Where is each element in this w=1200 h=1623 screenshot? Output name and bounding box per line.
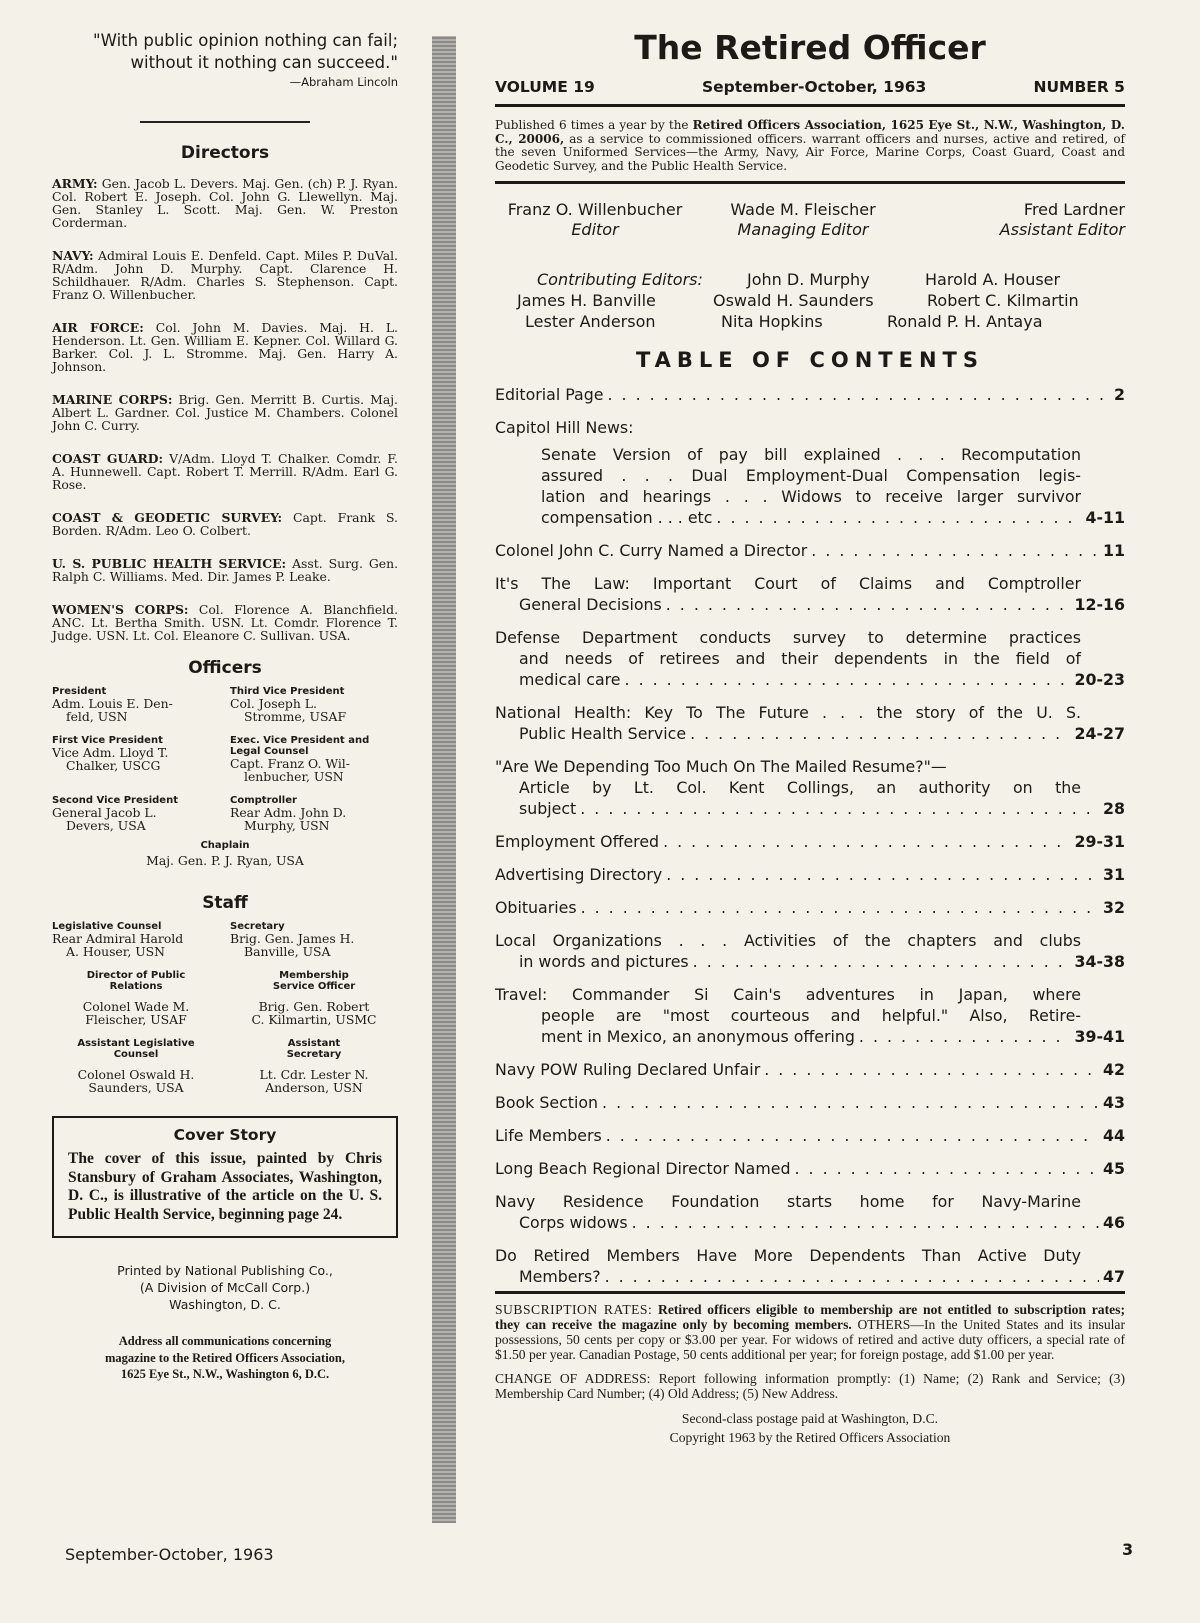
toc-entry-resume [495,756,1125,819]
editor-entry [975,200,1125,240]
page-number: 3 [1122,1540,1134,1559]
officer-name: Vice Adm. Lloyd T. [52,745,169,760]
toc-entry-travel [495,984,1125,1047]
staff-title: Director of Public Relations [86,970,186,992]
toc-page: 12-16 [1074,595,1125,615]
publisher-text: Published 6 times a year by the [495,118,693,132]
staff-name: Rear Admiral Harold [52,931,184,946]
toc-entry-curry [495,540,1125,561]
magazine-title: The Retired Officer [634,28,986,67]
publisher-address: Retired Officers Association, 1625 Eye St., N.W., Washington, D. C., 20006, [495,118,1125,146]
toc-line: Navy Residence Foundation starts home for Navy-Marine [495,1192,1081,1212]
editor-entry [713,200,893,240]
officers-heading: Officers [188,658,262,678]
toc-page: 42 [1103,1060,1125,1080]
editor-name: Fred Lardner [1023,200,1125,220]
toc-line: Members? [519,1267,601,1287]
footer-date: September-October, 1963 [65,1545,274,1564]
contributor-name: Robert C. Kilmartin [927,291,1079,311]
staff-name: Colonel Wade M. [82,999,190,1014]
officers-grid [52,686,398,832]
officer-title: Third Vice President [230,686,345,697]
officer-title: Chaplain [200,840,250,851]
chaplain [52,840,398,867]
directors-womens-corps [52,603,398,642]
officer-entry [230,686,398,723]
toc-page: 32 [1103,898,1125,918]
staff-name-cont: Fleischer, USAF [85,1012,187,1027]
editor-name: Wade M. Fleischer [730,200,876,220]
staff-heading: Staff [202,893,248,913]
service-label: WOMEN'S CORPS: [52,602,189,617]
subscription-note: Retired officers eligible to membership are not entitled to subscription rates; they can receive the magazine only by becoming members. [495,1302,1125,1333]
officer-name: General Jacob L. [52,805,157,820]
toc-page: 2 [1114,385,1125,405]
issue-info [495,78,1125,96]
toc-line: medical care [519,670,621,690]
toc-line: Travel: Commander Si Cain's adventures in Japan, where [495,985,1081,1005]
toc-entry-book [495,1092,1125,1113]
toc-page: 44 [1103,1126,1125,1146]
contributing-label: Contributing Editors: [537,270,703,290]
toc-page: 31 [1103,865,1125,885]
subscription-label: SUBSCRIPTION RATES: [495,1302,653,1318]
officer-name: Maj. Gen. P. J. Ryan, USA [146,853,304,868]
toc-page: 43 [1103,1093,1125,1113]
staff-name: Brig. Gen. James H. [230,931,355,946]
directors-heading: Directors [180,143,270,163]
service-label: MARINE CORPS: [52,392,173,407]
service-label: COAST GUARD: [52,451,164,466]
address-line: Address all communications concerning [118,1334,332,1348]
printer-credit [52,1262,398,1313]
toc-line: General Decisions [519,595,662,615]
directors-army [52,177,398,229]
address-line: 1625 Eye St., N.W., Washington 6, D.C. [120,1367,330,1381]
staff-entry [230,970,398,1026]
staff-name: Lt. Cdr. Lester N. [259,1067,369,1082]
staff-grid [52,921,398,1094]
toc-line: National Health: Key To The Future . . . the story of the U. S. [495,703,1081,723]
postage-line: Second-class postage paid at Washington, D.C. [681,1411,939,1427]
toc-page: 20-23 [1074,670,1125,690]
officer-title: Second Vice President [52,795,178,806]
editors [495,200,1125,270]
service-label: U. S. PUBLIC HEALTH SERVICE: [52,556,287,571]
officer-name-cont: Chalker, USCG [66,758,161,773]
divider [495,181,1125,184]
publisher-note [495,119,1125,173]
director-names: V/Adm. Lloyd T. Chalker. Comdr. F. A. Hunnewell. Capt. Robert T. Merrill. R/Adm. Earl G. Rose. [52,451,398,492]
toc-heading: TABLE OF CONTENTS [635,348,985,373]
toc-title: Life Members [495,1126,602,1146]
toc-line: Public Health Service [519,724,687,744]
toc-page: 46 [1103,1213,1125,1233]
issue-number: NUMBER 5 [1033,78,1125,96]
directors-marine-corps [52,393,398,432]
printer-line: (A Division of McCall Corp.) [139,1280,311,1295]
toc-entry-pow [495,1059,1125,1080]
staff-name: Brig. Gen. Robert [258,999,370,1014]
staff-name-cont: A. Houser, USN [66,944,165,959]
staff-name-cont: C. Kilmartin, USMC [251,1012,377,1027]
director-names: Asst. Surg. Gen. Ralph C. Williams. Med. Dir. James P. Leake. [52,556,399,584]
printer-line: Printed by National Publishing Co., [117,1263,333,1278]
staff-name-cont: Saunders, USA [88,1080,184,1095]
toc-page: 34-38 [1074,952,1125,972]
issue-date: September-October, 1963 [701,78,927,96]
cover-story-heading: Cover Story [173,1126,277,1144]
officer-title: Comptroller [230,795,297,806]
officer-name-cont: feld, USN [66,709,128,724]
staff-entry [52,970,220,1026]
staff-entry [52,921,220,958]
toc-line: Defense Department conducts survey to determine practices [495,628,1081,648]
contributor-name: Oswald H. Saunders [713,291,874,311]
toc-entry-capitol-hill [495,417,1125,528]
toc-title: Colonel John C. Curry Named a Director [495,541,808,561]
toc-page: 28 [1103,799,1125,819]
right-column [495,28,1125,1447]
quote-author: —Abraham Lincoln [289,75,398,89]
toc-entry-employment [495,831,1125,852]
directors-list [52,177,398,642]
toc-page: 47 [1103,1267,1125,1287]
toc-entry-dependents [495,1245,1125,1287]
toc-page: 39-41 [1074,1027,1125,1047]
officer-name: Col. Joseph L. [230,696,317,711]
officer-name-cont: Devers, USA [66,818,146,833]
copyright-line: Copyright 1963 by the Retired Officers Association [669,1430,951,1446]
contributor-name: James H. Banville [517,291,656,311]
toc-title: Advertising Directory [495,865,663,885]
staff-name-cont: Banville, USA [244,944,331,959]
director-names: Gen. Jacob L. Devers. Maj. Gen. (ch) P. J. Ryan. Col. Robert E. Joseph. Col. John G. Llewellyn. Maj. Gen. Stanley L. Scott. Maj. Gen. W. Preston Corderman. [52,176,398,230]
toc-title: Editorial Page [495,385,604,405]
officer-title: Exec. Vice President and Legal Counsel [230,735,370,757]
director-names: Col. John M. Davies. Maj. H. L. Henderson. Lt. Gen. William E. Kepner. Col. Willard G. Barker. Col. J. L. Stromme. Maj. Gen. Harry A. Johnson. [52,320,398,374]
toc-page: 24-27 [1074,724,1125,744]
toc-entry-navy-residence [495,1191,1125,1233]
toc-entry-obituaries [495,897,1125,918]
toc-line: lation and hearings . . . Widows to receive larger survivor [541,487,1081,507]
directors-air-force [52,321,398,373]
toc-entry-advertising [495,864,1125,885]
toc-line: Corps widows [519,1213,628,1233]
editor-entry [495,200,695,240]
contributing-editors [495,270,1125,336]
staff-name-cont: Anderson, USN [265,1080,363,1095]
toc-entry-local [495,930,1125,972]
divider [495,1291,1125,1294]
contributor-name: Lester Anderson [525,312,656,332]
officer-entry [230,795,398,832]
toc-title: Employment Offered [495,832,660,852]
officer-entry [52,795,220,832]
officer-title: First Vice President [52,735,163,746]
staff-title: Assistant Secretary [286,1038,342,1060]
officer-name: Adm. Louis E. Den- [52,696,173,711]
change-of-address: CHANGE OF ADDRESS: Report following information promptly: (1) Name; (2) Rank and Service; (3) Membership Card Number; (4) Old Address; (5) New Address. [495,1371,1125,1402]
directors-geodetic-survey [52,511,398,537]
toc-line: in words and pictures [519,952,689,972]
directors-public-health [52,557,398,583]
volume: VOLUME 19 [495,78,595,96]
toc-entry-law [495,573,1125,615]
contributor-name: John D. Murphy [747,270,870,290]
officer-entry [52,686,220,723]
toc-title: Obituaries [495,898,577,918]
service-label: ARMY: [52,176,98,191]
cover-story-text: The cover of this issue, painted by Chris Stansbury of Graham Associates, Washington, D. C., is illustrative of the article on the U. S. Public Health Service, beginning page 24. [68,1150,382,1223]
subscription-details: OTHERS—In the United States and its insular possessions, 50 cents per copy or $3.00 per year. For widows of retired and active duty officers, a special rate of $1.50 per year. Canadian Postage, 50 cents additional per year; for foreign postage, add $1.00 per year. [495,1317,1125,1363]
toc-entry-defense [495,627,1125,690]
toc-line: ment in Mexico, an anonymous offering [541,1027,855,1047]
staff-title: Membership Service Officer [272,970,356,992]
staff-title: Assistant Legislative Counsel [77,1038,195,1060]
editor-role: Editor [571,220,619,240]
toc-page: 11 [1103,541,1125,561]
divider [495,104,1125,107]
toc-page: 45 [1103,1159,1125,1179]
officer-name-cont: lenbucher, USN [244,769,344,784]
divider [140,121,310,123]
toc-line: Senate Version of pay bill explained . . . Recomputation [541,445,1081,465]
editor-role: Managing Editor [737,220,869,240]
directors-navy [52,249,398,301]
director-names: Capt. Frank S. Borden. R/Adm. Leo O. Colbert. [52,510,398,538]
toc-line: Do Retired Members Have More Dependents Than Active Duty [495,1246,1081,1266]
director-names: Col. Florence A. Blanchfield. ANC. Lt. Bertha Smith. USN. Lt. Comdr. Florence T. Judge. USN. Lt. Col. Eleanore C. Sullivan. USA. [52,602,399,643]
table-of-contents [495,384,1125,1287]
toc-line: compensation . . . etc [541,508,713,528]
officer-title: President [52,686,107,697]
officer-entry [230,735,398,783]
toc-page: 4-11 [1085,508,1125,528]
contributor-name: Nita Hopkins [721,312,823,332]
directors-coast-guard [52,452,398,491]
staff-name: Colonel Oswald H. [77,1067,195,1082]
toc-line: Local Organizations . . . Activities of the chapters and clubs [495,931,1081,951]
staff-title: Secretary [230,921,285,932]
toc-title: Capitol Hill News: [495,418,634,438]
toc-line: people are "most courteous and helpful." Also, Retire- [541,1006,1081,1026]
staff-entry [230,1038,398,1094]
editor-name: Franz O. Willenbucher [507,200,683,220]
officer-name-cont: Stromme, USAF [244,709,347,724]
left-column [52,30,398,1383]
subscription-rates [495,1302,1125,1362]
postage-copyright [495,1409,1125,1447]
toc-line: Article by Lt. Col. Kent Collings, an authority on the [519,778,1081,798]
lincoln-quote: "With public opinion nothing can fail; without it nothing can succeed." [93,31,398,72]
toc-line: "Are We Depending Too Much On The Mailed Resume?"— [495,757,947,777]
toc-line: It's The Law: Important Court of Claims and Comptroller [495,574,1081,594]
toc-title: Book Section [495,1093,599,1113]
toc-entry-editorial [495,384,1125,405]
director-names: Admiral Louis E. Denfeld. Capt. Miles P. DuVal. R/Adm. John D. Murphy. Capt. Clarence H. Schildhauer. R/Adm. Charles S. Stephenson. Capt. Franz O. Willenbucher. [52,248,398,302]
officer-name-cont: Murphy, USN [244,818,330,833]
staff-title: Legislative Counsel [52,921,162,932]
director-names: Brig. Gen. Merritt B. Curtis. Maj. Albert L. Gardner. Col. Justice M. Chambers. Colonel John C. Curry. [52,392,398,433]
column-separator [432,36,456,1523]
toc-title: Long Beach Regional Director Named [495,1159,791,1179]
toc-page: 29-31 [1074,832,1125,852]
officer-entry [52,735,220,783]
toc-entry-health [495,702,1125,744]
service-label: NAVY: [52,248,94,263]
toc-line: subject [519,799,577,819]
toc-line: and needs of retirees and their dependents in the field of [519,649,1081,669]
officer-name: Capt. Franz O. Wil- [230,756,350,771]
toc-line: assured . . . Dual Employment-Dual Compensation legis- [541,466,1081,486]
toc-title: Navy POW Ruling Declared Unfair [495,1060,761,1080]
staff-entry [230,921,398,958]
address-note [52,1333,398,1383]
contributor-name: Harold A. Houser [925,270,1061,290]
service-label: COAST & GEODETIC SURVEY: [52,510,283,525]
toc-entry-life [495,1125,1125,1146]
officer-name: Rear Adm. John D. [230,805,347,820]
publisher-text: as a service to commissioned officers. warrant officers and nurses, active and retired, of the seven Uniformed Services—the Army, Navy, Air Force, Marine Corps, Coast Guard, Coast and Geodetic Survey, and the Public Health Service. [495,131,1125,173]
service-label: AIR FORCE: [52,320,144,335]
toc-entry-long-beach [495,1158,1125,1179]
staff-entry [52,1038,220,1094]
editor-role: Assistant Editor [999,220,1125,240]
address-line: magazine to the Retired Officers Association, [105,1350,345,1365]
contributor-name: Ronald P. H. Antaya [887,312,1043,332]
printer-line: Washington, D. C. [169,1297,281,1312]
cover-story-box [52,1116,398,1238]
